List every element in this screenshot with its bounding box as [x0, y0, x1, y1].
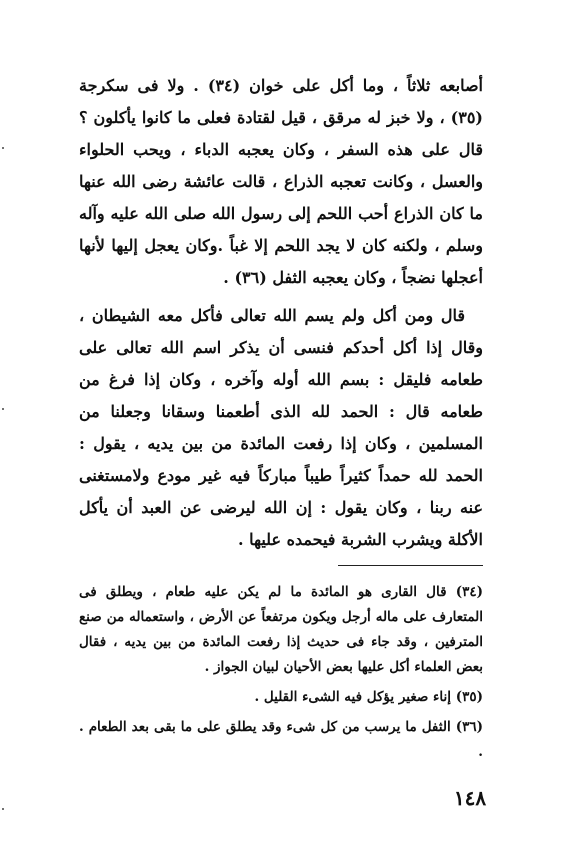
footnote-separator: [338, 565, 483, 566]
scan-edge-mark: [2, 408, 4, 410]
footnote-36: (٣٦) الثفل ما يرسب من كل شىء وقد يطلق على ما بقى بعد الطعام . .: [79, 719, 483, 760]
footnote-35: (٣٥) إناء صغير يؤكل فيه الشىء القليل .: [254, 689, 483, 705]
main-text: [79, 70, 483, 556]
main-paragraph-2: قال ومن أكل ولم يسم الله تعالى فأكل معه الشيطان ، وقال إذا أكل أحدكم فنسى أن يذكر اسم الله تعالى على طعامه فليقل : بسم الله أوله وآخره ، وكان إذا فرغ من طعامه قال : الحمد لله الذى أطعمنا وسقانا وجعلنا من المسلمين ، وكان إذا رفعت المائدة من بين يديه ، يقول : الحمد لله حمداً كثيراً طيباً مباركاً فيه غير مودع ولامستغنى عنه ربنا ، وكان يقول : إن الله ليرضى عن العبد أن يأكل الأكلة ويشرب الشربة فيحمده عليها .: [79, 306, 483, 549]
footnotes: [79, 580, 483, 765]
scan-edge-mark: [2, 147, 4, 149]
scan-edge-mark: [2, 808, 4, 810]
main-paragraph-1: أصابعه ثلاثاً ، وما أكل على خوان (٣٤) . ولا فى سكرجة (٣٥) ، ولا خبز له مرقق ، قيل لقتادة فعلى ما كانوا يأكلون ؟ قال على هذه السفر ، وكان يعجبه الدباء ، ويحب الحلواء والعسل ، وكانت تعجبه الذراع ، قالت عائشة رضى الله عنها ما كان الذراع أحب اللحم إلى رسول الله صلى الله عليه وآله وسلم ، ولكنه كان لا يجد اللحم إلا غباً .وكان يعجل إليها لأنها أعجلها نضجاً ، وكان يعجبه الثفل (٣٦) .: [79, 76, 484, 287]
footnote-34: (٣٤) قال القارى هو المائدة ما لم يكن عليه طعام ، ويطلق فى المتعارف على ماله أرجل ويكون مرتفعاً عن الأرض ، واستعماله من صنع المترفين ، وقد جاء فى حديث إذا رفعت المائدة من بين يديه ، فقال بعض العلماء أكل عليها بعض الأحيان لبيان الجواز .: [79, 584, 483, 675]
page-number: ١٤٨: [453, 786, 487, 810]
